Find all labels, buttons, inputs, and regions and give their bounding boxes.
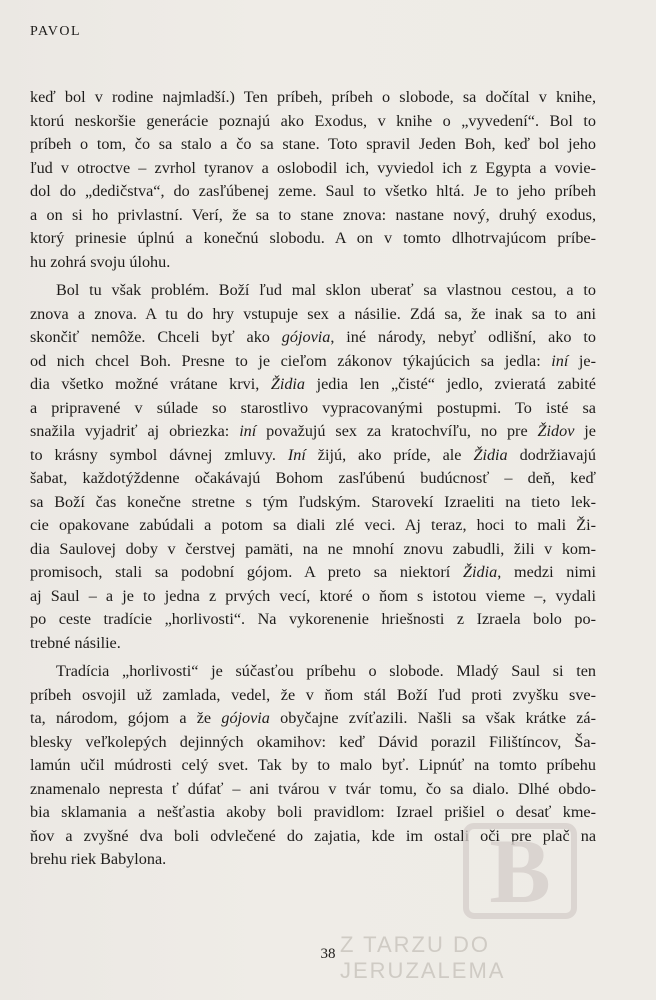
text-line: keď bol v rodine najmladší.) Ten príbeh, príbeh o slobode, sa dočítal v knihe, <box>30 88 596 106</box>
text-line: promisoch, stali sa podobní gójom. A preto sa niektorí Židia, medzi nimi <box>30 563 596 581</box>
publisher-watermark-logo <box>458 818 582 924</box>
text-line: šabat, každotýždenne očakávajú Bohom zasľúbenú budúcnosť – deň, keď <box>30 469 596 487</box>
text-line: skončiť nemôže. Chceli byť ako gójovia, iné národy, nebyť odlišní, ako to <box>30 328 596 346</box>
text-line: cie opakovane zabúdali a potom sa diali zlé veci. Aj teraz, hoci to mali Ži- <box>30 516 596 534</box>
text-line: bia sklamania a nešťastia akoby boli pravidlom: Izrael prišiel o desať kme- <box>30 803 596 821</box>
text-line: Tradícia „horlivosti“ je súčasťou príbehu o slobode. Mladý Saul si ten <box>56 662 596 680</box>
text-line: dia všetko možné vrátane krvi, Židia jedia len „čisté“ jedlo, zvieratá zabité <box>30 375 596 393</box>
text-line: blesky veľkolepých dejinných okamihov: keď Dávid porazil Filištíncov, Ša- <box>30 732 596 751</box>
text-line: to krásny symbol dávnej zmluvy. Iní žijú, ako príde, ale Židia dodržiavajú <box>30 445 596 464</box>
text-line: a pripravené v súlade so starostlivo vypracovanými postupmi. To isté sa <box>30 398 596 417</box>
text-line: ktorý prinesie úplnú a konečnú slobodu. A on v tomto dlhotrvajúcom príbe- <box>30 229 596 247</box>
text-line: brehu riek Babylona. <box>30 850 167 868</box>
text-line: ňov a zvyšné dva boli odvlečené do zajatia, kde im ostali oči pre plač na <box>30 826 596 845</box>
text-line: snažila vyjadriť aj obriezka: iní považujú sex za kratochvíľu, no pre Židov je <box>30 422 596 440</box>
running-head: PAVOL <box>30 24 82 39</box>
text-line: dia Saulovej doby v čerstvej pamäti, na ne mnohí znovu zabudli, žili v kom- <box>30 539 596 558</box>
text-line: a on si ho privlastní. Verí, že sa to stane znova: nastane nový, druhý exodus, <box>30 205 596 224</box>
text-line: hu zohrá svoju úlohu. <box>30 252 171 271</box>
text-line: aj Saul – a je to jedna z prvých vecí, ktoré o ňom s istotou vieme –, vydali <box>30 586 596 605</box>
watermark-letter: B <box>489 820 551 922</box>
text-line: ľud v otroctve – zvrhol tyranov a oslobodil ich, vyviedol ich z Egypta a vovie- <box>30 158 596 177</box>
text-line: ktorú neskoršie generácie poznajú ako Exodus, v knihe o „vyvedení“. Bol to <box>30 111 596 130</box>
text-line: znamenalo nepresta ť dúfať – ani tvárou v tvár tomu, čo sa dialo. Dlhé obdo- <box>30 779 596 798</box>
page-number: 38 <box>320 946 336 962</box>
paragraph <box>30 86 596 274</box>
text-line: príbeh osvojil už zamlada, vedel, že v ňom stál Boží ľud proti zvyšku sve- <box>30 685 596 704</box>
paragraph <box>30 279 596 655</box>
text-line: od nich chcel Boh. Presne to je cieľom zákonov týkajúcich sa jedla: iní je- <box>30 351 596 370</box>
text-line: príbeh o tom, čo sa stalo a čo sa stane. Toto spravil Jeden Boh, keď bol jeho <box>30 135 596 153</box>
body-text <box>30 86 596 872</box>
text-line: dol do „dedičstva“, do zasľúbenej zeme. Saul to všetko hltá. Je to jeho príbeh <box>30 182 596 200</box>
text-line: Bol tu však problém. Boží ľud mal sklon uberať sa vlastnou cestou, a to <box>56 281 596 299</box>
text-line: trebné násilie. <box>30 633 121 652</box>
text-line: znova a znova. A tu do hry vstupuje sex a násilie. Zdá sa, že inak sa to ani <box>30 304 596 323</box>
text-line: po ceste tradície „horlivosti“. Na vykorenenie hriešnosti z Izraela bolo po- <box>30 610 596 628</box>
text-line: sa Boží čas konečne stretne s tým ľudským. Starovekí Izraeliti na tieto lek- <box>30 492 596 511</box>
text-line: lamún učil múdrosti celý svet. Tak by to malo byť. Lipnúť na tomto príbehu <box>30 756 596 774</box>
text-line: ta, národom, gójom a že gójovia obyčajne zvíťazili. Našli sa však krátke zá- <box>30 709 596 727</box>
bleed-through-heading: Z TARZU DO JERUZALEMA <box>340 932 506 983</box>
